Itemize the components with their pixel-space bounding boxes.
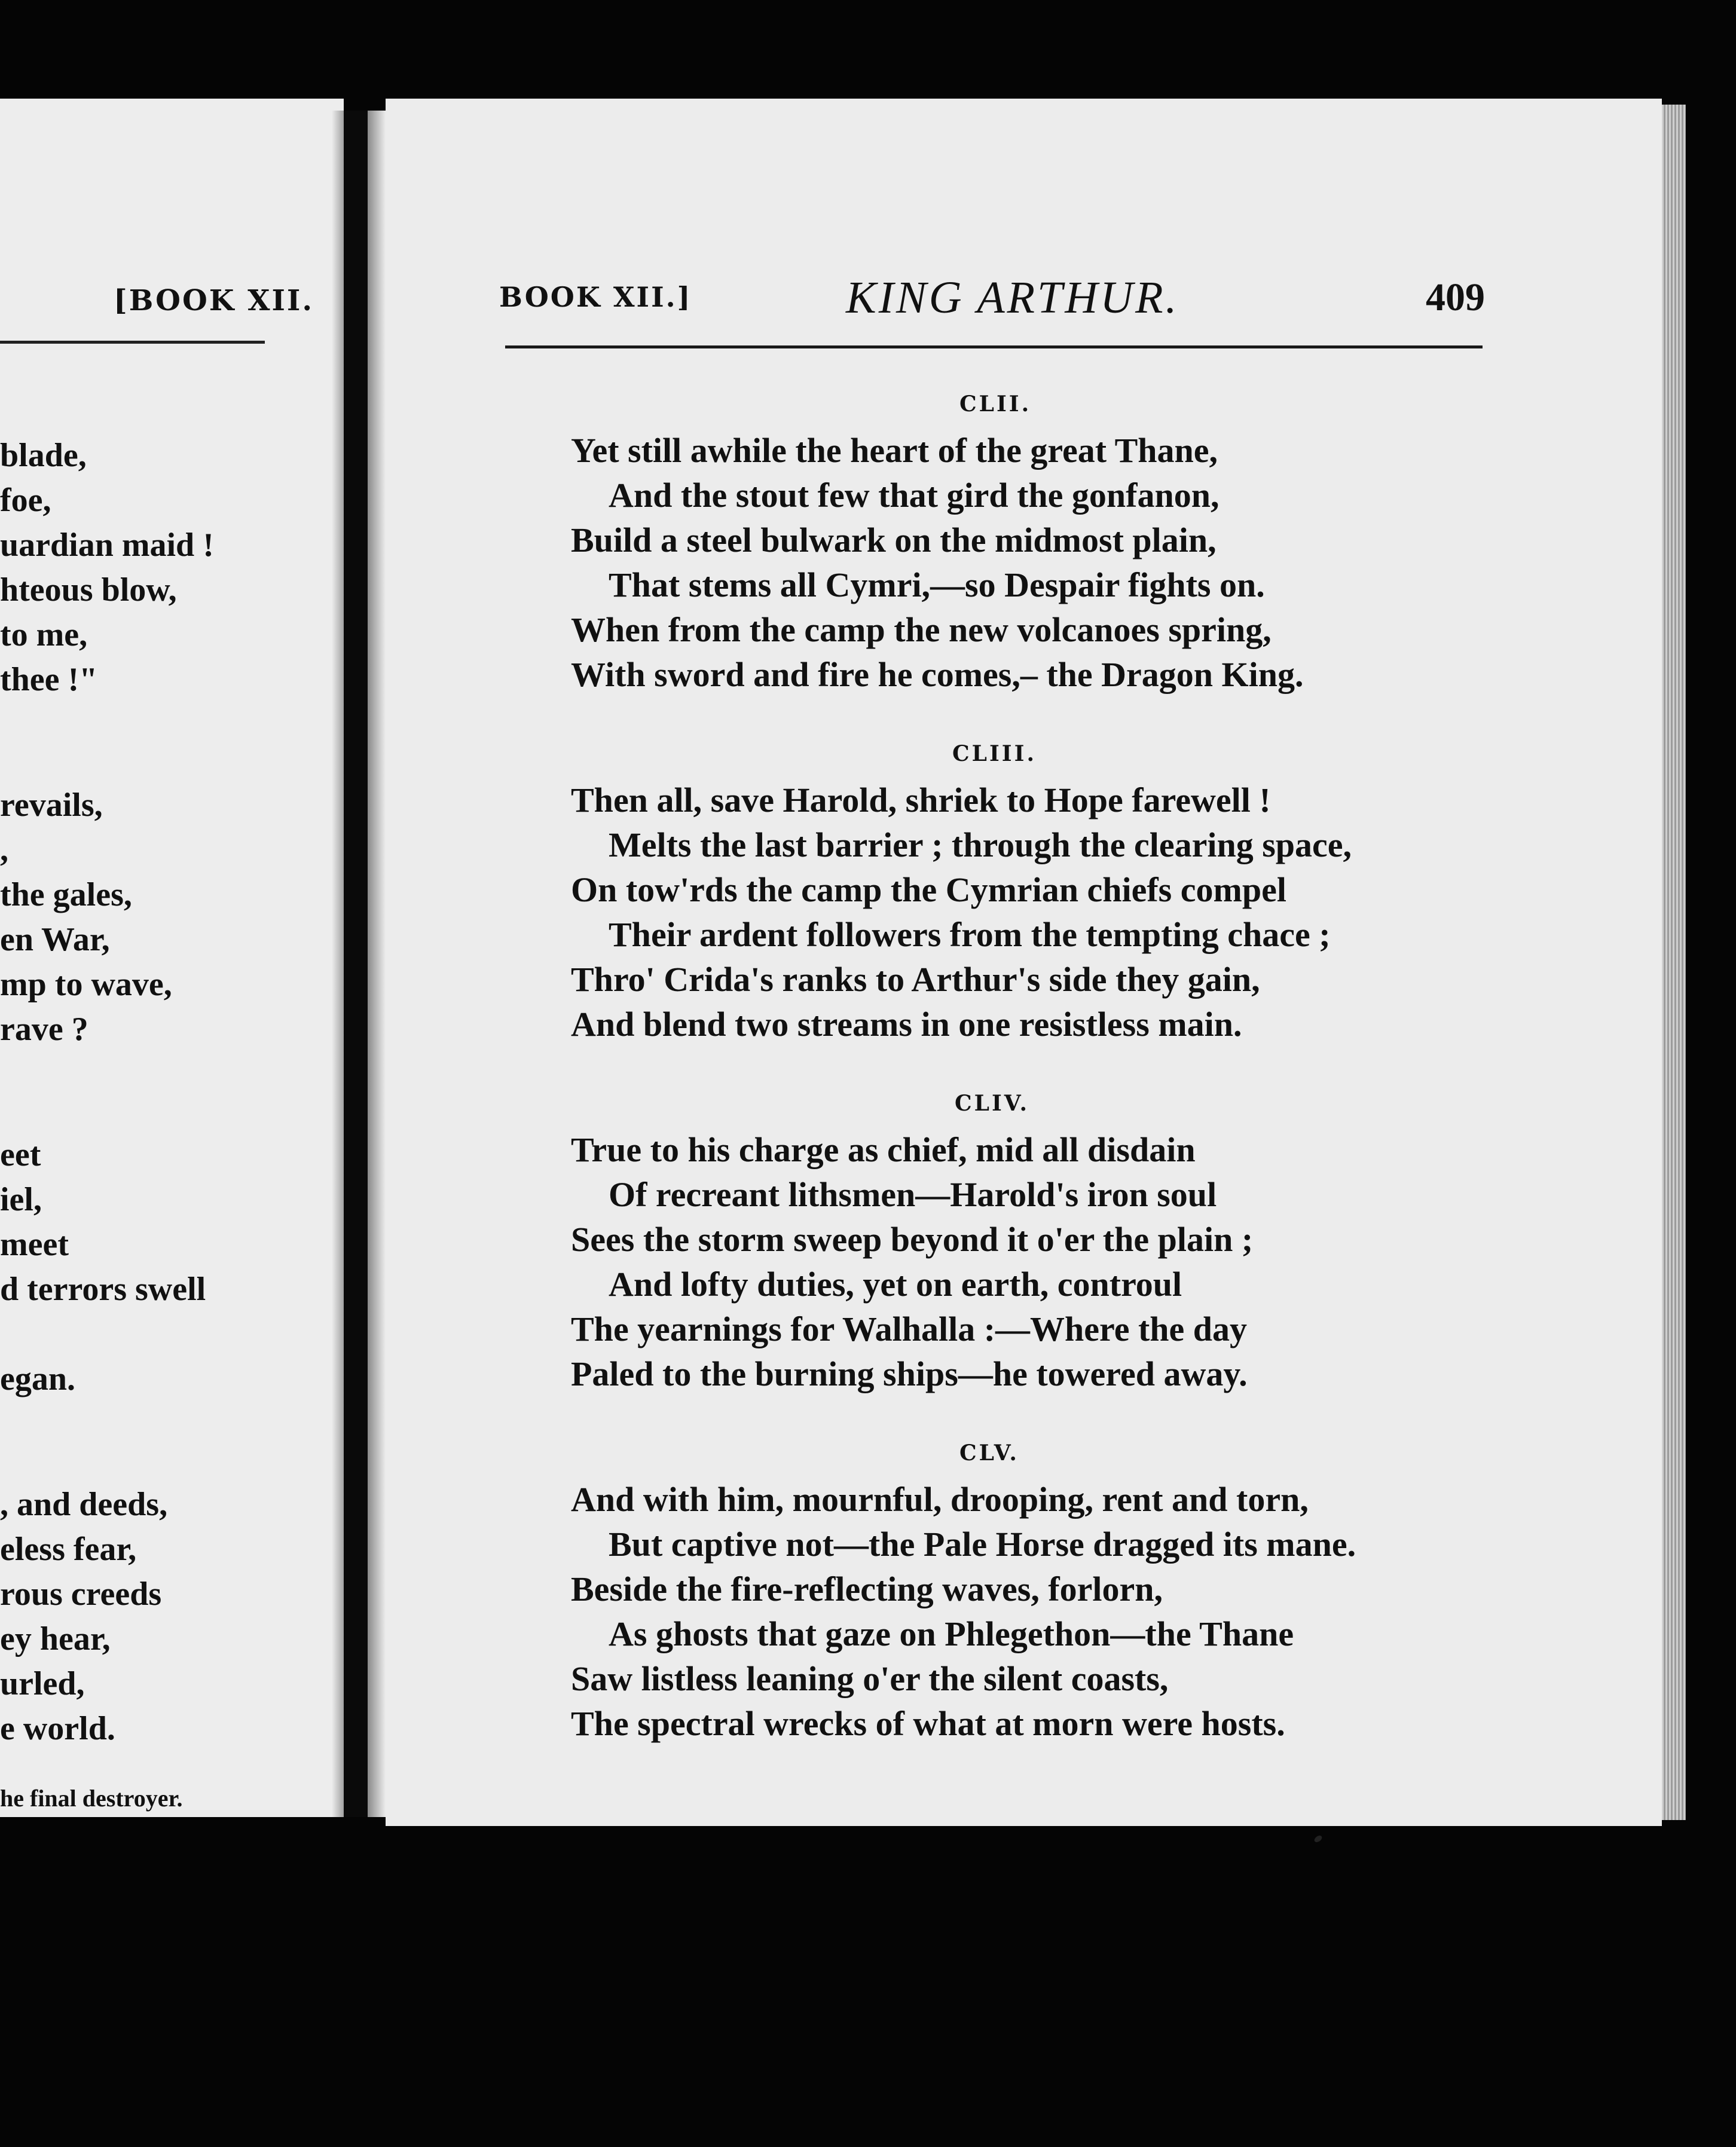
verse-line: When from the camp the new volcanoes spring, [571, 610, 1272, 649]
left-line: to me, [0, 616, 88, 653]
left-line: the gales, [0, 876, 132, 913]
left-line: mp to wave, [0, 966, 172, 1003]
left-line: eet [0, 1136, 41, 1173]
left-line: meet [0, 1226, 69, 1263]
verse-line: Then all, save Harold, shriek to Hope farewell ! [571, 781, 1271, 819]
left-line: uardian maid ! [0, 527, 214, 564]
stanza-number: CLII. [959, 392, 1032, 417]
stanza-number: CLV. [959, 1440, 1019, 1466]
verse-line: Thro' Crida's ranks to Arthur's side they gain, [571, 960, 1260, 999]
left-line: en War, [0, 921, 110, 958]
page-number: 409 [1426, 276, 1485, 319]
verse-line: Sees the storm sweep beyond it o'er the plain ; [571, 1220, 1254, 1259]
verse-line: With sword and fire he comes,– the Dragon King. [571, 655, 1304, 694]
header-rule [505, 345, 1483, 348]
left-line: thee !" [0, 661, 98, 698]
spine-gutter [368, 111, 386, 1817]
verse-line: But captive not—the Pale Horse dragged its mane. [609, 1525, 1356, 1564]
verse-line: Saw listless leaning o'er the silent coasts, [571, 1659, 1169, 1698]
verse-line: Beside the fire-reflecting waves, forlorn, [571, 1570, 1163, 1608]
left-line: foe, [0, 482, 51, 519]
verse-line: And blend two streams in one resistless main. [571, 1005, 1242, 1044]
verse-line: Their ardent followers from the tempting chace ; [609, 915, 1331, 954]
verse-line: Yet still awhile the heart of the great Thane, [571, 431, 1218, 470]
verse-line: Paled to the burning ships—he towered away. [571, 1354, 1248, 1393]
left-running-head: [BOOK XII. [114, 284, 314, 317]
verse-line: True to his charge as chief, mid all disdain [571, 1130, 1196, 1169]
left-line: iel, [0, 1181, 42, 1218]
verse-line: That stems all Cymri,—so Despair fights on. [609, 565, 1265, 604]
left-line: hteous blow, [0, 571, 177, 608]
ink-speck [1313, 1834, 1324, 1843]
spine-shadow [332, 111, 345, 1817]
left-line: revails, [0, 787, 103, 824]
verse-line: Of recreant lithsmen—Harold's iron soul [609, 1175, 1217, 1214]
verse-line: As ghosts that gaze on Phlegethon—the Thane [609, 1614, 1294, 1653]
book-spine [344, 111, 368, 1817]
left-line: , and deeds, [0, 1486, 168, 1523]
verse-line: On tow'rds the camp the Cymrian chiefs compel [571, 870, 1286, 909]
left-line: blade, [0, 437, 87, 474]
left-footnote: he final destroyer. [0, 1785, 183, 1812]
left-line: e world. [0, 1710, 115, 1747]
left-line: rave ? [0, 1011, 88, 1048]
left-line: ey hear, [0, 1620, 111, 1657]
left-line: urled, [0, 1665, 85, 1702]
verse-line: The spectral wrecks of what at morn were hosts. [571, 1704, 1285, 1743]
left-line: rous creeds [0, 1576, 162, 1613]
left-line: egan. [0, 1360, 75, 1397]
verse-line: And with him, mournful, drooping, rent and torn, [571, 1480, 1309, 1519]
stanza-number: CLIV. [955, 1091, 1029, 1116]
verse-line: Build a steel bulwark on the midmost plain, [571, 521, 1217, 559]
verse-line: The yearnings for Walhalla :—Where the day [571, 1310, 1248, 1348]
left-line: , [0, 831, 8, 868]
verse-line: And the stout few that gird the gonfanon, [609, 476, 1220, 515]
verse-line: Melts the last barrier ; through the clearing space, [609, 825, 1352, 864]
running-title: KING ARTHUR. [846, 273, 1179, 323]
verse-line: And lofty duties, yet on earth, controul [609, 1265, 1182, 1304]
left-line: eless fear, [0, 1531, 137, 1568]
left-page-lines [0, 99, 344, 1817]
left-page [0, 99, 344, 1817]
stanza-number: CLIII. [952, 741, 1037, 766]
page-edges [1662, 105, 1686, 1820]
running-head-book: BOOK XII.] [499, 281, 692, 313]
left-line: d terrors swell [0, 1271, 206, 1308]
